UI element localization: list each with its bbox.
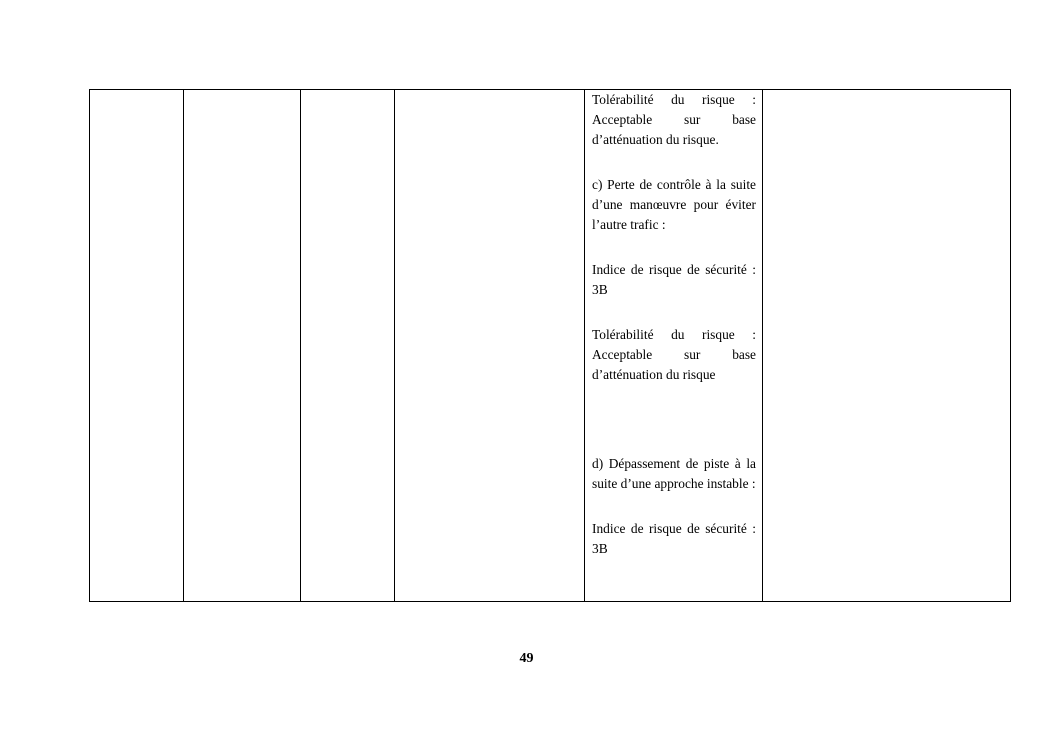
page-number: 49 — [519, 651, 534, 666]
risk-analysis-text — [585, 90, 762, 559]
risk-index-paragraph: Indice de risque de sécurité : 3B — [592, 521, 756, 556]
hazard-c-paragraph: c) Perte de contrôle à la suite d’une manœuvre pour éviter l’autre trafic : — [592, 177, 756, 232]
table-row — [90, 90, 1011, 602]
risk-assessment-table — [89, 89, 1011, 602]
table-cell-3 — [301, 90, 395, 602]
table-cell-risk-analysis — [585, 90, 763, 602]
hazard-d-paragraph: d) Dépassement de piste à la suite d’une approche instable : — [592, 456, 756, 491]
table-cell-1 — [90, 90, 184, 602]
table-cell-6 — [763, 90, 1011, 602]
risk-tolerability-paragraph: Tolérabilité du risque : Acceptable sur base d’atténuation du risque. — [592, 92, 756, 147]
table-cell-4 — [395, 90, 585, 602]
risk-tolerability-paragraph: Tolérabilité du risque : Acceptable sur base d’atténuation du risque — [592, 327, 756, 382]
risk-index-paragraph: Indice de risque de sécurité : 3B — [592, 262, 756, 297]
table-cell-2 — [184, 90, 301, 602]
